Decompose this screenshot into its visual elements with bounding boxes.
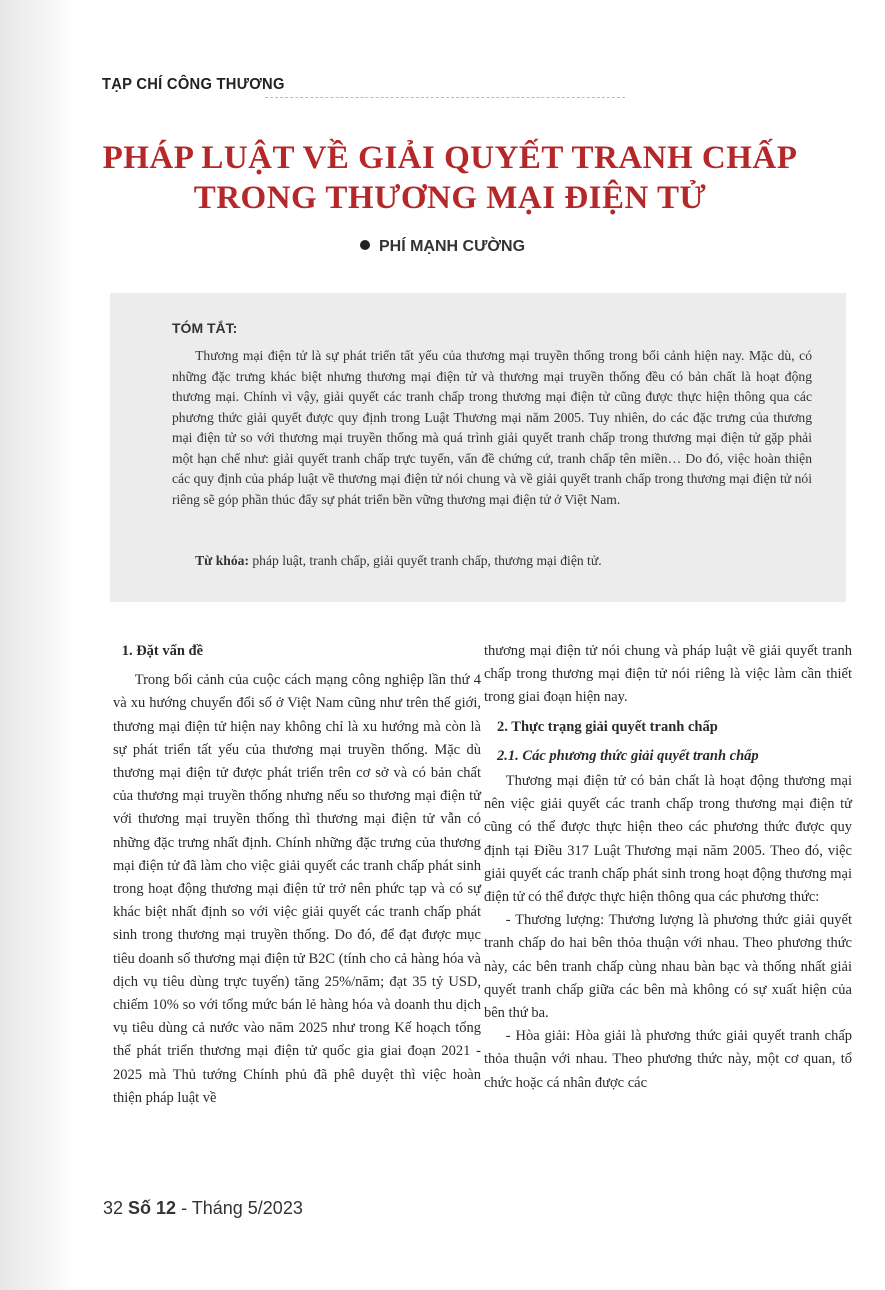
keywords-list: pháp luật, tranh chấp, giải quyết tranh chấp, thương mại điện tử. [248,553,602,568]
abstract-heading: TÓM TẮT: [172,320,238,336]
abstract-text: Thương mại điện tử là sự phát triển tất yếu của thương mại truyền thống trong bối cảnh hiện nay. Mặc dù, có những đặc trưng khác biệt nhưng thương mại điện tử và thương mại truyền thống đều có bản chất là hoạt động thương mại. Chính vì vậy, giải quyết các tranh chấp trong thương mại điện tử cũng được thực hiện thông qua các phương thức giải quyết được quy định trong Luật Thương mại năm 2005. Tuy nhiên, do các đặc trưng của thương mại điện tử so với thương mại truyền thống mà quá trình giải quyết tranh chấp trong thương mại điện tử gặp phải một hạn chế như: giải quyết tranh chấp trực tuyến, vấn đề chứng cứ, tranh chấp tên miền… Do đó, việc hoàn thiện các quy định của pháp luật về thương mại điện tử nói chung và về giải quyết tranh chấp trong thương mại điện tử nói riêng sẽ góp phần thúc đẩy sự phát triển bền vững thương mại điện tử ở Việt Nam. [172,348,812,507]
section-1-title: 1. Đặt vấn đề [121,643,204,659]
paragraph-methods: Thương mại điện tử có bản chất là hoạt động thương mại nên việc giải quyết các tranh chấp trong thương mại điện tử cũng có thể được thực hiện theo các phương thức được quy định tại Điều 317 Luật Thương mại năm 2005. Theo đó, việc giải quyết các tranh chấp phát sinh trong hoạt động thương mại điện tử có thể được thực hiện thông qua các phương thức: [484,773,852,906]
keywords-label: Từ khóa: [195,553,249,568]
keywords [172,551,822,571]
title-line-2: TRONG THƯƠNG MẠI ĐIỆN TỬ [193,180,707,216]
abstract-box [110,293,846,602]
left-column [113,640,481,1110]
section-2-title: 2. Thực trạng giải quyết tranh chấp [497,718,718,735]
subsection-2-1-title: 2.1. Các phương thức giải quyết tranh chấp [497,747,759,764]
issue-number: Số 12 [128,1198,177,1218]
title-line-1: PHÁP LUẬT VỀ GIẢI QUYẾT TRANH CHẤP [102,140,798,176]
section-1-paragraph: Trong bối cảnh của cuộc cách mạng công nghiệp lần thứ 4 và xu hướng chuyển đổi số ở Việt Nam cũng như trên thế giới, thương mại điện tử hiện nay không chỉ là xu hướng mà còn là sự phát triển tất yếu của thương mại truyền thống. Mặc dù thương mại điện tử được phát triển trên cơ sở và có bản chất của thương mại truyền thống nhưng nếu so thương mại điện tử với thương mại truyền thống thì thương mại điện tử vẫn có những đặc trưng nhất định. Chính những đặc trưng của thương mại điện tử đã làm cho việc giải quyết các tranh chấp phát sinh trong hoạt động thương mại điện tử trở nên phức tạp và có sự khác biệt nhất định so với việc giải quyết các tranh chấp phát sinh trong thương mại truyền thống. Do đó, để đạt được mục tiêu doanh số thương mại điện tử B2C (tính cho cả hàng hóa và dịch vụ tiêu dùng trực tuyến) tăng 25%/năm; đạt 35 tỷ USD, chiếm 10% so với tổng mức bán lẻ hàng hóa và doanh thu dịch vụ tiêu dùng cả nước vào năm 2025 như trong Kế hoạch tổng thể phát triển thương mại điện tử quốc gia giai đoạn 2021 - 2025 mà Thủ tướng Chính phủ đã phê duyệt thì việc hoàn thiện pháp luật về [113,672,481,1106]
article-title [80,138,820,218]
author-name: PHÍ MẠNH CƯỜNG [378,238,526,255]
author-line [0,238,885,256]
paragraph-negotiation: - Thương lượng: Thương lượng là phương thức giải quyết tranh chấp do hai bên thỏa thuận với nhau. Theo phương thức này, các bên tranh chấp cùng nhau bàn bạc và thống nhất giải quyết tranh chấp giữa các bên mà không có sự xuất hiện của bên thứ ba. [484,912,852,1022]
journal-header: TẠP CHÍ CÔNG THƯƠNG [102,76,285,93]
page-number: 32 [103,1198,124,1218]
paragraph-mediation: - Hòa giải: Hòa giải là phương thức giải quyết tranh chấp thỏa thuận với nhau. Theo phương thức này, một cơ quan, tổ chức hoặc cá nhân được các [484,1028,852,1091]
continuation-paragraph: thương mại điện tử nói chung và pháp luật về giải quyết tranh chấp trong thương mại điện tử nói riêng là việc làm cần thiết trong giai đoạn hiện nay. [484,643,852,706]
bullet-icon [360,240,370,250]
right-column [484,640,852,1095]
header-divider [265,97,625,98]
issue-date: - Tháng 5/2023 [176,1198,303,1218]
page-footer [103,1198,303,1219]
